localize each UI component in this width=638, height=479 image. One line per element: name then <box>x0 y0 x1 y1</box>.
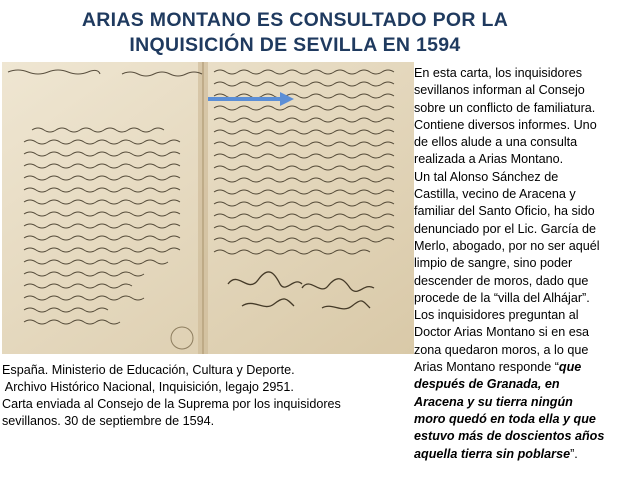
description-line: familiar del Santo Oficio, ha sido <box>414 204 595 219</box>
quote-line: moro quedó en toda ella y que <box>414 411 596 426</box>
caption-line-3: Carta enviada al Consejo de la Suprema por los inquisidores <box>2 397 341 411</box>
quote-line: Aracena y su tierra ningún <box>414 394 573 409</box>
description-line: Los inquisidores preguntan al <box>414 308 579 323</box>
quote-line: estuvo más de doscientos años <box>414 429 605 444</box>
description-line: procede de la “villa del Alhájar”. <box>414 290 590 305</box>
description-line-quote-end <box>414 446 636 463</box>
description-line: Un tal Alonso Sánchez de <box>414 169 559 184</box>
image-caption <box>2 362 412 430</box>
description-line-quote-start <box>414 359 636 376</box>
description-line: sobre un conflicto de familiatura. <box>414 100 596 115</box>
description-line: Merlo, abogado, por no ser aquél <box>414 238 600 253</box>
quote-line: después de Granada, en <box>414 377 560 392</box>
description-line: En esta carta, los inquisidores <box>414 66 583 80</box>
description-line: de ellos alude a una consulta <box>414 135 578 150</box>
title-line-1: ARIAS MONTANO ES CONSULTADO POR LA <box>81 9 509 31</box>
description-panel <box>414 65 636 463</box>
manuscript-drawing <box>2 62 414 354</box>
description-line: Doctor Arias Montano si en esa <box>414 325 590 340</box>
caption-line-4: sevillanos. 30 de septiembre de 1594. <box>2 414 215 428</box>
caption-line-1: España. Ministerio de Educación, Cultura y Deporte. <box>2 363 295 377</box>
description-line: Contiene diversos informes. Uno <box>414 117 597 132</box>
manuscript-image <box>2 62 414 354</box>
description-line: descender de moros, dado que <box>414 273 589 288</box>
description-line: sevillanos informan al Consejo <box>414 83 585 98</box>
quote-text: aquella tierra sin poblarse <box>414 446 571 461</box>
quote-text: que <box>558 360 582 375</box>
description-line: limpio de sangre, sino poder <box>414 256 573 271</box>
description-line: realizada a Arias Montano. <box>414 152 564 167</box>
caption-line-2: Archivo Histórico Nacional, Inquisición, legajo 2951. <box>2 380 294 394</box>
description-line: zona quedaron moros, a lo que <box>414 342 589 357</box>
quote-intro: Arias Montano responde “ <box>414 360 559 375</box>
title-line-2: INQUISICIÓN DE SEVILLA EN 1594 <box>129 34 461 56</box>
quote-close: ”. <box>570 446 578 461</box>
description-line: Castilla, vecino de Aracena y <box>414 187 576 202</box>
description-line: denunciado por el Lic. García de <box>414 221 597 236</box>
slide-title <box>0 8 590 58</box>
